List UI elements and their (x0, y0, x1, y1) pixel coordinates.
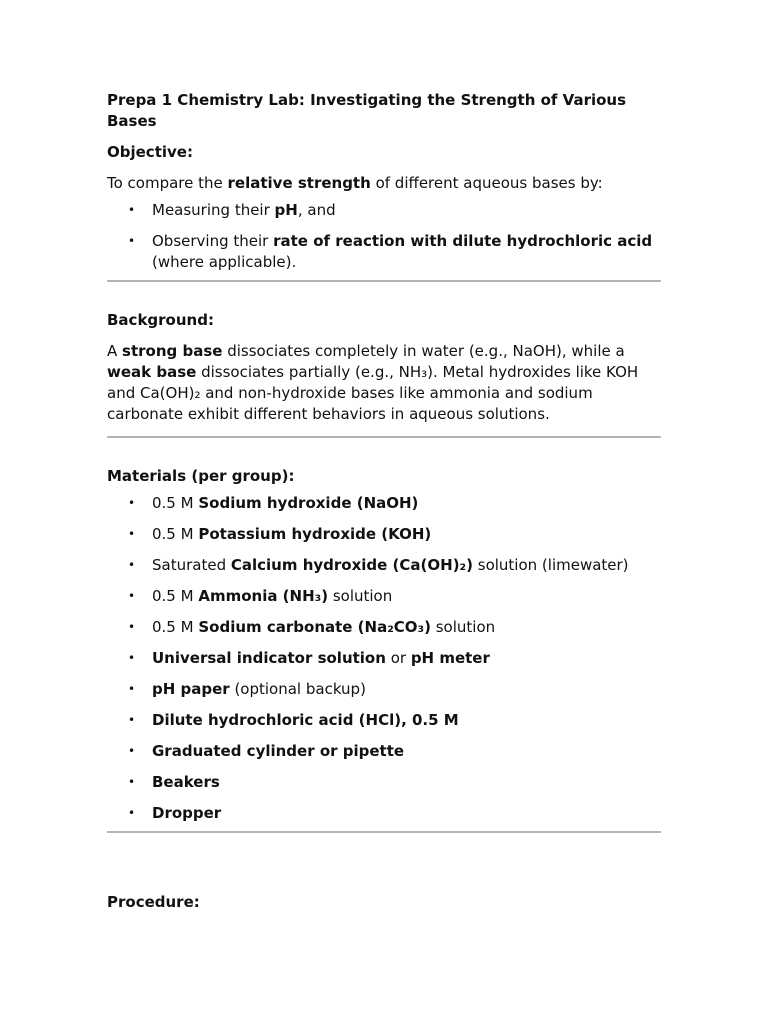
bullet-icon: • (128, 620, 136, 634)
objective-intro-text: To compare the (107, 174, 228, 192)
list-item-text: (where applicable). (152, 253, 297, 271)
list-item (107, 586, 661, 607)
objective-intro (107, 173, 661, 194)
bullet-icon: • (128, 713, 136, 727)
list-item (107, 741, 661, 762)
list-item (107, 679, 661, 700)
list-item (107, 231, 661, 273)
list-item-emphasis: Sodium carbonate (Na₂CO₃) (198, 618, 431, 636)
list-item-text: 0.5 M (152, 618, 199, 636)
bullet-icon: • (128, 203, 136, 217)
bullet-icon: • (128, 496, 136, 510)
list-item-emphasis: Ammonia (NH₃) (198, 587, 329, 605)
document-title: Prepa 1 Chemistry Lab: Investigating the Strength of Various Bases (107, 91, 627, 130)
list-item (107, 493, 661, 514)
list-item-text: 0.5 M (152, 494, 199, 512)
list-item-text: (optional backup) (229, 680, 366, 698)
bullet-icon: • (128, 589, 136, 603)
objective-intro-text: of different aqueous bases by: (370, 174, 603, 192)
materials-heading: Materials (per group): (107, 467, 295, 485)
list-item-text: 0.5 M (152, 587, 199, 605)
bullet-icon: • (128, 806, 136, 820)
list-item (107, 648, 661, 669)
list-item-emphasis: Calcium hydroxide (Ca(OH)₂) (230, 556, 473, 574)
list-item-emphasis: Dropper (152, 804, 222, 822)
background-heading: Background: (107, 311, 214, 329)
document-body (107, 90, 661, 913)
bullet-icon: • (128, 775, 136, 789)
background-text: dissociates completely in water (e.g., NaOH), while a (222, 342, 625, 360)
list-item-text: Observing their (152, 232, 274, 250)
bullet-icon: • (128, 558, 136, 572)
bullet-icon: • (128, 234, 136, 248)
bullet-icon: • (128, 744, 136, 758)
list-item-text: Saturated (152, 556, 231, 574)
background-text: dissociates partially (e.g., NH₃). Metal hydroxides like KOH and Ca(OH)₂ and non-hydroxide bases like ammonia and sodium carbonate exhibit different behaviors in aqueous solutions. (107, 363, 639, 423)
list-item (107, 200, 661, 221)
list-item-text: , and (297, 201, 336, 219)
list-item-emphasis: Potassium hydroxide (KOH) (198, 525, 432, 543)
list-item-text: 0.5 M (152, 525, 199, 543)
list-item-emphasis: pH paper (152, 680, 230, 698)
list-item-emphasis: Beakers (152, 773, 220, 791)
materials-list (107, 493, 661, 824)
list-item-text: solution (328, 587, 393, 605)
background-emphasis: weak base (107, 363, 197, 381)
objective-intro-emphasis: relative strength (227, 174, 371, 192)
list-item (107, 772, 661, 793)
list-item-emphasis: Universal indicator solution (152, 649, 386, 667)
list-item-emphasis: pH meter (410, 649, 490, 667)
list-item-text: solution (430, 618, 496, 636)
list-item-emphasis: rate of reaction with dilute hydrochloric acid (273, 232, 653, 250)
list-item-emphasis: Sodium hydroxide (NaOH) (198, 494, 419, 512)
bullet-icon: • (128, 527, 136, 541)
list-item (107, 555, 661, 576)
list-item-emphasis: pH (274, 201, 298, 219)
background-emphasis: strong base (122, 342, 223, 360)
section-divider (107, 831, 661, 833)
list-item (107, 803, 661, 824)
background-text: A (107, 342, 123, 360)
list-item-emphasis: Dilute hydrochloric acid (HCl), 0.5 M (152, 711, 459, 729)
list-item (107, 617, 661, 638)
bullet-icon: • (128, 651, 136, 665)
list-item-emphasis: Graduated cylinder or pipette (152, 742, 405, 760)
bullet-icon: • (128, 682, 136, 696)
list-item-text: Measuring their (152, 201, 275, 219)
list-item-text: solution (limewater) (472, 556, 629, 574)
background-paragraph (107, 341, 661, 425)
list-item (107, 710, 661, 731)
section-divider (107, 280, 661, 282)
list-item (107, 524, 661, 545)
list-item-text: or (385, 649, 411, 667)
procedure-heading: Procedure: (107, 893, 200, 911)
objective-list (107, 200, 661, 273)
objective-heading: Objective: (107, 143, 193, 161)
section-divider (107, 436, 661, 438)
